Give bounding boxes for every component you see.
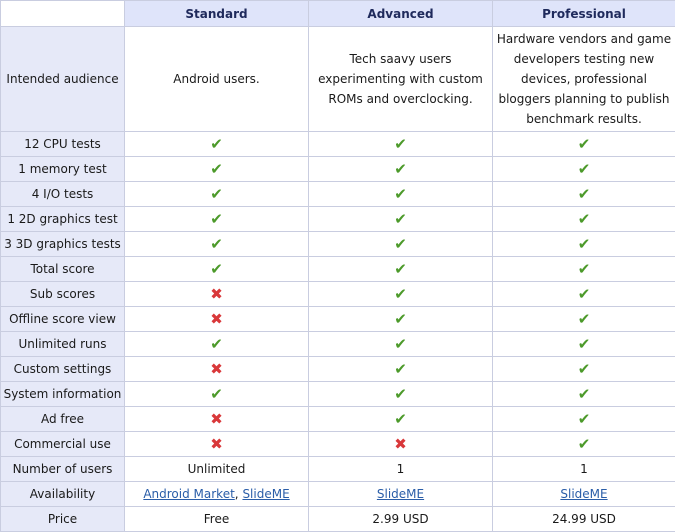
feature-professional-cell xyxy=(493,357,675,382)
feature-row xyxy=(1,357,675,382)
row-label: System information xyxy=(1,382,125,407)
feature-standard-cell xyxy=(125,307,309,332)
check-icon: ✔ xyxy=(210,337,223,352)
row-label: Commercial use xyxy=(1,432,125,457)
feature-professional-cell xyxy=(493,132,675,157)
feature-professional-cell xyxy=(493,382,675,407)
feature-professional-cell xyxy=(493,257,675,282)
check-icon: ✔ xyxy=(394,337,407,352)
availability-standard xyxy=(125,482,309,507)
feature-row xyxy=(1,307,675,332)
feature-row xyxy=(1,232,675,257)
feature-standard-cell xyxy=(125,432,309,457)
row-label: 1 memory test xyxy=(1,157,125,182)
feature-advanced-cell xyxy=(309,157,493,182)
check-icon: ✔ xyxy=(394,262,407,277)
feature-standard-cell xyxy=(125,132,309,157)
slideme-link-standard[interactable]: SlideME xyxy=(242,487,289,501)
row-intended-audience xyxy=(1,27,675,132)
row-label: 3 3D graphics tests xyxy=(1,232,125,257)
feature-standard-cell xyxy=(125,407,309,432)
feature-professional-cell xyxy=(493,182,675,207)
check-icon: ✔ xyxy=(210,137,223,152)
price-advanced: 2.99 USD xyxy=(309,507,493,532)
feature-advanced-cell xyxy=(309,432,493,457)
feature-standard-cell xyxy=(125,357,309,382)
check-icon: ✔ xyxy=(578,337,591,352)
users-professional: 1 xyxy=(493,457,675,482)
availability-professional xyxy=(493,482,675,507)
feature-advanced-cell xyxy=(309,282,493,307)
row-price xyxy=(1,507,675,532)
row-label: Unlimited runs xyxy=(1,332,125,357)
slideme-link-advanced[interactable]: SlideME xyxy=(377,487,424,501)
users-advanced: 1 xyxy=(309,457,493,482)
check-icon: ✔ xyxy=(578,287,591,302)
row-label: Price xyxy=(1,507,125,532)
check-icon: ✔ xyxy=(578,237,591,252)
feature-advanced-cell xyxy=(309,332,493,357)
feature-row xyxy=(1,132,675,157)
feature-standard-cell xyxy=(125,157,309,182)
header-row xyxy=(1,1,675,27)
cross-icon: ✖ xyxy=(210,412,223,427)
feature-advanced-cell xyxy=(309,207,493,232)
feature-professional-cell xyxy=(493,432,675,457)
feature-row xyxy=(1,182,675,207)
feature-professional-cell xyxy=(493,407,675,432)
feature-advanced-cell xyxy=(309,307,493,332)
feature-standard-cell xyxy=(125,382,309,407)
row-label: Ad free xyxy=(1,407,125,432)
slideme-link-professional[interactable]: SlideME xyxy=(560,487,607,501)
feature-professional-cell xyxy=(493,232,675,257)
check-icon: ✔ xyxy=(394,312,407,327)
cross-icon: ✖ xyxy=(210,437,223,452)
feature-row xyxy=(1,157,675,182)
check-icon: ✔ xyxy=(394,212,407,227)
row-label: 1 2D graphics test xyxy=(1,207,125,232)
audience-standard: Android users. xyxy=(125,27,309,132)
feature-standard-cell xyxy=(125,282,309,307)
check-icon: ✔ xyxy=(578,362,591,377)
check-icon: ✔ xyxy=(578,212,591,227)
feature-advanced-cell xyxy=(309,382,493,407)
check-icon: ✔ xyxy=(394,362,407,377)
check-icon: ✔ xyxy=(578,187,591,202)
check-icon: ✔ xyxy=(578,437,591,452)
feature-advanced-cell xyxy=(309,407,493,432)
check-icon: ✔ xyxy=(578,387,591,402)
feature-row xyxy=(1,257,675,282)
price-standard: Free xyxy=(125,507,309,532)
feature-row xyxy=(1,282,675,307)
feature-professional-cell xyxy=(493,332,675,357)
check-icon: ✔ xyxy=(210,237,223,252)
check-icon: ✔ xyxy=(578,137,591,152)
cross-icon: ✖ xyxy=(394,437,407,452)
feature-standard-cell xyxy=(125,257,309,282)
check-icon: ✔ xyxy=(578,312,591,327)
cross-icon: ✖ xyxy=(210,362,223,377)
feature-professional-cell xyxy=(493,157,675,182)
feature-row xyxy=(1,432,675,457)
feature-standard-cell xyxy=(125,182,309,207)
row-label: Number of users xyxy=(1,457,125,482)
check-icon: ✔ xyxy=(394,237,407,252)
cross-icon: ✖ xyxy=(210,287,223,302)
feature-standard-cell xyxy=(125,232,309,257)
check-icon: ✔ xyxy=(210,387,223,402)
row-label: Availability xyxy=(1,482,125,507)
feature-row xyxy=(1,332,675,357)
feature-standard-cell xyxy=(125,332,309,357)
check-icon: ✔ xyxy=(394,287,407,302)
header-standard: Standard xyxy=(125,1,309,27)
header-professional: Professional xyxy=(493,1,675,27)
check-icon: ✔ xyxy=(578,162,591,177)
check-icon: ✔ xyxy=(394,162,407,177)
feature-advanced-cell xyxy=(309,357,493,382)
audience-professional: Hardware vendors and game developers testing new devices, professional bloggers planning to publish benchmark results. xyxy=(493,27,675,132)
row-label: Total score xyxy=(1,257,125,282)
cross-icon: ✖ xyxy=(210,312,223,327)
row-label: 4 I/O tests xyxy=(1,182,125,207)
feature-advanced-cell xyxy=(309,232,493,257)
feature-professional-cell xyxy=(493,207,675,232)
row-label: Intended audience xyxy=(1,27,125,132)
row-label: Custom settings xyxy=(1,357,125,382)
users-standard: Unlimited xyxy=(125,457,309,482)
feature-row xyxy=(1,207,675,232)
header-corner xyxy=(1,1,125,27)
feature-row xyxy=(1,407,675,432)
header-advanced: Advanced xyxy=(309,1,493,27)
row-label: Offline score view xyxy=(1,307,125,332)
check-icon: ✔ xyxy=(394,387,407,402)
availability-advanced xyxy=(309,482,493,507)
check-icon: ✔ xyxy=(210,212,223,227)
feature-professional-cell xyxy=(493,307,675,332)
check-icon: ✔ xyxy=(578,262,591,277)
check-icon: ✔ xyxy=(210,187,223,202)
check-icon: ✔ xyxy=(394,187,407,202)
check-icon: ✔ xyxy=(210,162,223,177)
android-market-link[interactable]: Android Market xyxy=(143,487,234,501)
check-icon: ✔ xyxy=(394,137,407,152)
feature-advanced-cell xyxy=(309,257,493,282)
feature-advanced-cell xyxy=(309,182,493,207)
feature-standard-cell xyxy=(125,207,309,232)
row-number-of-users xyxy=(1,457,675,482)
check-icon: ✔ xyxy=(210,262,223,277)
price-professional: 24.99 USD xyxy=(493,507,675,532)
row-label: Sub scores xyxy=(1,282,125,307)
feature-advanced-cell xyxy=(309,132,493,157)
row-label: 12 CPU tests xyxy=(1,132,125,157)
row-availability xyxy=(1,482,675,507)
feature-row xyxy=(1,382,675,407)
check-icon: ✔ xyxy=(394,412,407,427)
link-separator: , xyxy=(235,487,243,501)
feature-professional-cell xyxy=(493,282,675,307)
audience-advanced: Tech saavy users experimenting with custom ROMs and overclocking. xyxy=(309,27,493,132)
check-icon: ✔ xyxy=(578,412,591,427)
